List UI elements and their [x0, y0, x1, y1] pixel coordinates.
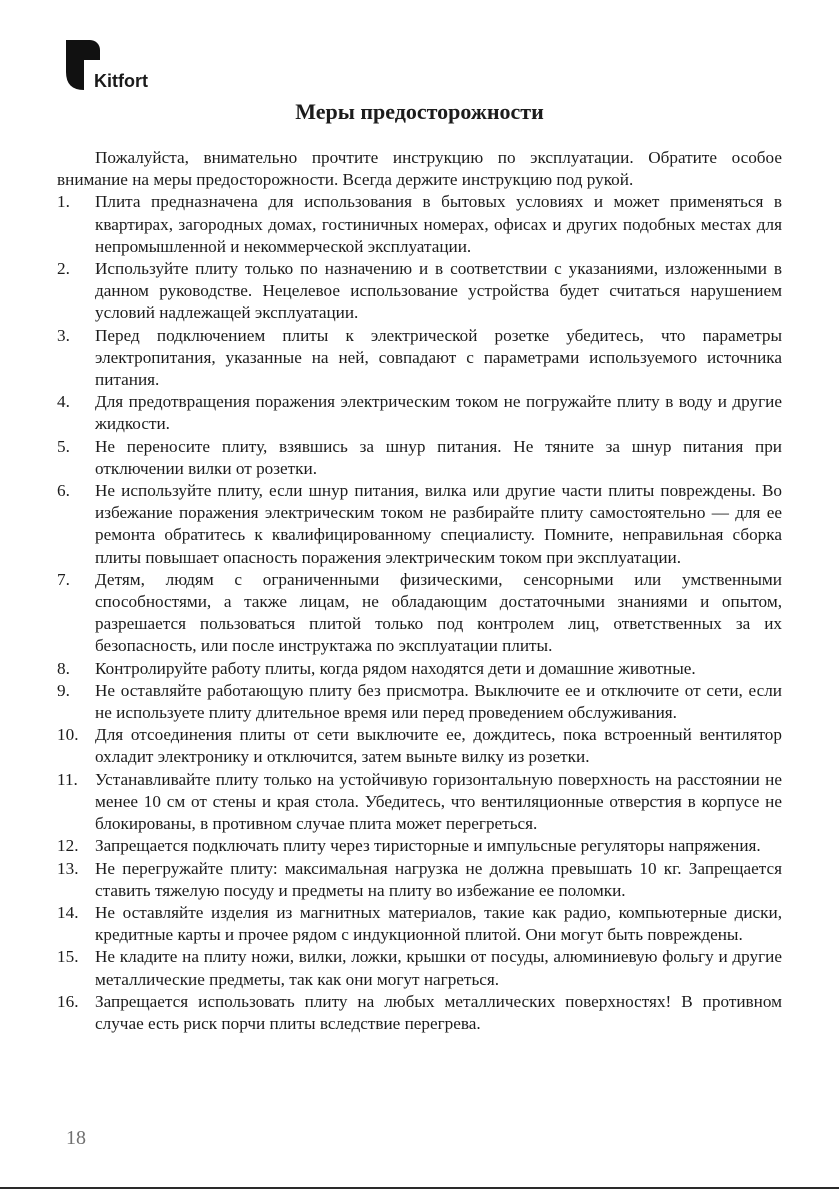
list-item — [57, 391, 782, 435]
item-text: Не переносите плиту, взявшись за шнур питания. Не тяните за шнур питания при отключении вилки от розетки. — [95, 436, 782, 478]
list-item — [57, 569, 782, 658]
item-number: 5. — [57, 436, 70, 456]
item-text: Детям, людям с ограниченными физическими, сенсорными или умственными способностями, а также лицам, не обладающим достаточными знаниями и опытом, разрешается пользоваться плитой только под контролем лиц, ответственных за их безопасность, или после инструктажа по эксплуатации плиты. — [95, 569, 782, 656]
item-text: Контролируйте работу плиты, когда рядом находятся дети и домашние животные. — [95, 658, 696, 678]
item-number: 8. — [57, 658, 70, 678]
item-text: Используйте плиту только по назначению и в соответствии с указаниями, изложенными в данном руководстве. Нецелевое использование устройства будет считаться нарушением условий надлежащей эксплуатации. — [95, 259, 782, 323]
item-text: Для отсоединения плиты от сети выключите ее, дождитесь, пока встроенный вентилятор охладит электронику и отключится, затем выньте вилку из розетки. — [95, 725, 782, 767]
list-item — [57, 258, 782, 325]
brand-name: Kitfort — [94, 71, 148, 91]
list-item — [57, 835, 782, 857]
item-number: 4. — [57, 392, 70, 412]
item-number: 2. — [57, 259, 70, 279]
main-content — [57, 147, 782, 1035]
list-item — [57, 325, 782, 392]
item-number: 7. — [57, 569, 70, 589]
list-item — [57, 946, 782, 990]
item-text: Запрещается подключать плиту через тиристорные и импульсные регуляторы напряжения. — [95, 836, 761, 856]
item-text: Для предотвращения поражения электрическим током не погружайте плиту в воду и другие жидкости. — [95, 392, 782, 434]
item-number: 14. — [57, 902, 79, 922]
precautions-list — [57, 191, 782, 1035]
brand-logo — [66, 40, 176, 92]
item-text: Перед подключением плиты к электрической розетке убедитесь, что параметры электропитания, указанные на ней, совпадают с параметрами используемого источника питания. — [95, 325, 782, 390]
list-item — [57, 191, 782, 258]
item-text: Не оставляйте работающую плиту без присмотра. Выключите ее и отключите от сети, если не используете плиту длительное время или перед проведением обслуживания. — [95, 680, 782, 723]
item-text: Плита предназначена для использования в бытовых условиях и может применяться в квартирах, загородных домах, гостиничных номерах, офисах и других подобных местах для непромышленной и некоммерческой эксплуатации. — [95, 192, 782, 256]
list-item — [57, 991, 782, 1035]
item-number: 13. — [57, 858, 79, 878]
item-number: 10. — [57, 725, 79, 745]
item-text: Устанавливайте плиту только на устойчивую горизонтальную поверхность на расстоянии не менее 10 см от стены и края стола. Убедитесь, что вентиляционные отверстия в корпусе не блокированы, в противном случае плита может перегреться. — [95, 769, 782, 834]
list-item — [57, 436, 782, 480]
list-item — [57, 658, 782, 680]
list-item — [57, 902, 782, 946]
item-text: Не оставляйте изделия из магнитных материалов, такие как радио, компьютерные диски, кредитные карты и прочее рядом с индукционной плитой. Они могут быть повреждены. — [95, 902, 782, 945]
page-title: Меры предосторожности — [295, 99, 544, 124]
list-item — [57, 858, 782, 902]
item-text: Запрещается использовать плиту на любых металлических поверхностях! В противном случае есть риск порчи плиты вследствие перегрева. — [95, 991, 782, 1033]
list-item — [57, 769, 782, 836]
item-number: 12. — [57, 836, 79, 856]
item-number: 6. — [57, 481, 70, 501]
item-number: 3. — [57, 325, 70, 345]
item-text: Не перегружайте плиту: максимальная нагрузка не должна превышать 10 кг. Запрещается ставить тяжелую посуду и предметы на плиту во избежание ее поломки. — [95, 858, 782, 900]
item-text: Не кладите на плиту ножи, вилки, ложки, крышки от посуды, алюминиевую фольгу и другие металлические предметы, так как они могут нагреться. — [95, 947, 782, 989]
page-number: 18 — [66, 1127, 86, 1149]
list-item — [57, 480, 782, 569]
item-number: 15. — [57, 947, 79, 967]
item-number: 16. — [57, 991, 79, 1011]
item-number: 11. — [57, 769, 78, 789]
intro-paragraph: Пожалуйста, внимательно прочтите инструкцию по эксплуатации. Обратите особое внимание на меры предосторожности. Всегда держите инструкцию под рукой. — [57, 148, 782, 190]
list-item — [57, 680, 782, 724]
item-text: Не используйте плиту, если шнур питания, вилка или другие части плиты повреждены. Во избежание поражения электрическим током не разбирайте плиту самостоятельно — для ее ремонта обратитесь к квалифицированному специалисту. Помните, неправильная сборка плиты повышает опасность поражения электрическим током при эксплуатации. — [95, 481, 782, 567]
item-number: 1. — [57, 192, 70, 212]
item-number: 9. — [57, 680, 70, 700]
list-item — [57, 724, 782, 768]
bottom-divider — [0, 1187, 839, 1189]
